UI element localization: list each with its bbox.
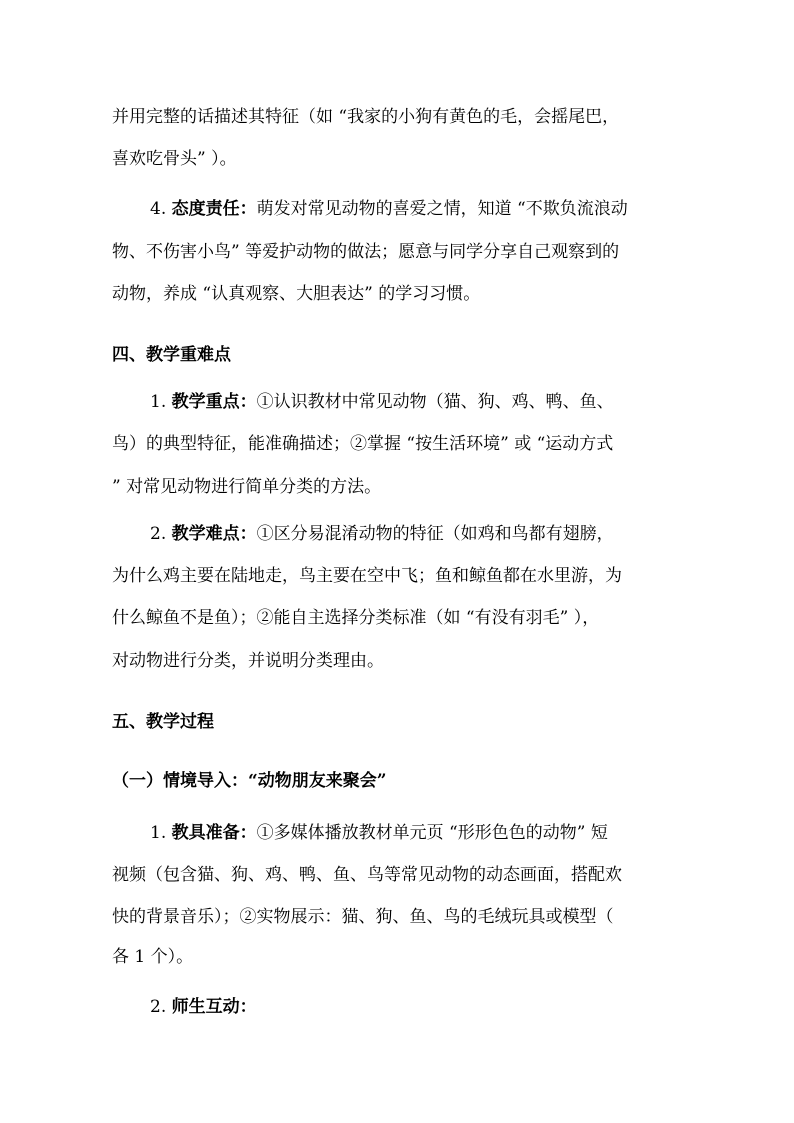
text-line: 并用完整的话描述其特征（如 “我家的小狗有黄色的毛，会摇尾巴， bbox=[112, 107, 620, 127]
item-number: 1. bbox=[150, 823, 167, 843]
item-number: 2. bbox=[150, 997, 167, 1017]
section-heading: 四、教学重难点 bbox=[112, 345, 231, 365]
text-line: 动物，养成 “认真观察、大胆表达” 的学习习惯。 bbox=[112, 284, 481, 304]
text-line: 喜欢吃骨头” ）。 bbox=[112, 149, 237, 169]
item-number: 2. bbox=[150, 524, 167, 544]
text-line: 为什么鸡主要在陆地走，鸟主要在空中飞；鱼和鲸鱼都在水里游，为 bbox=[112, 566, 622, 586]
item-text: ①多媒体播放教材单元页 “形形色色的动物” 短 bbox=[256, 823, 608, 843]
text-line: 什么鲸鱼不是鱼）；②能自主选择分类标准（如 “有没有羽毛” ）， bbox=[112, 608, 600, 628]
subsection-heading: （一）情境导入：“动物朋友来聚会” bbox=[112, 771, 387, 791]
key-points-first-line bbox=[150, 391, 614, 413]
item-text: ①认识教材中常见动物（猫、狗、鸡、鸭、鱼、 bbox=[256, 392, 614, 412]
item-number: 4. bbox=[150, 199, 167, 219]
item-text: ①区分易混淆动物的特征（如鸡和鸟都有翅膀， bbox=[256, 524, 614, 544]
section-heading: 五、教学过程 bbox=[112, 712, 214, 732]
text-line: 物、不伤害小鸟” 等爱护动物的做法；愿意与同学分享自己观察到的 bbox=[112, 242, 620, 262]
text-line: 各 1 个）。 bbox=[112, 947, 194, 967]
text-line: 对动物进行分类，并说明分类理由。 bbox=[112, 651, 384, 671]
item-label: 师生互动： bbox=[171, 997, 257, 1017]
tools-first-line bbox=[150, 822, 608, 844]
item-label: 教学重点： bbox=[171, 392, 257, 412]
item-label: 教具准备： bbox=[171, 823, 257, 843]
item-label: 教学难点： bbox=[171, 524, 257, 544]
item-number: 1. bbox=[150, 392, 167, 412]
attitude-paragraph-first-line bbox=[150, 198, 628, 220]
text-line: 快的背景音乐）；②实物展示：猫、狗、鱼、鸟的毛绒玩具或模型（ bbox=[112, 907, 614, 927]
item-label: 态度责任： bbox=[171, 199, 257, 219]
difficulties-first-line bbox=[150, 523, 614, 545]
interaction-heading bbox=[150, 996, 257, 1018]
text-line: 鸟）的典型特征，能准确描述；②掌握 “按生活环境” 或 “运动方式 bbox=[112, 434, 614, 454]
item-text: 萌发对常见动物的喜爱之情，知道 “不欺负流浪动 bbox=[256, 199, 628, 219]
text-line: ” 对常见动物进行简单分类的方法。 bbox=[112, 477, 382, 497]
text-line: 视频（包含猫、狗、鸡、鸭、鱼、鸟等常见动物的动态画面，搭配欢 bbox=[112, 865, 622, 885]
